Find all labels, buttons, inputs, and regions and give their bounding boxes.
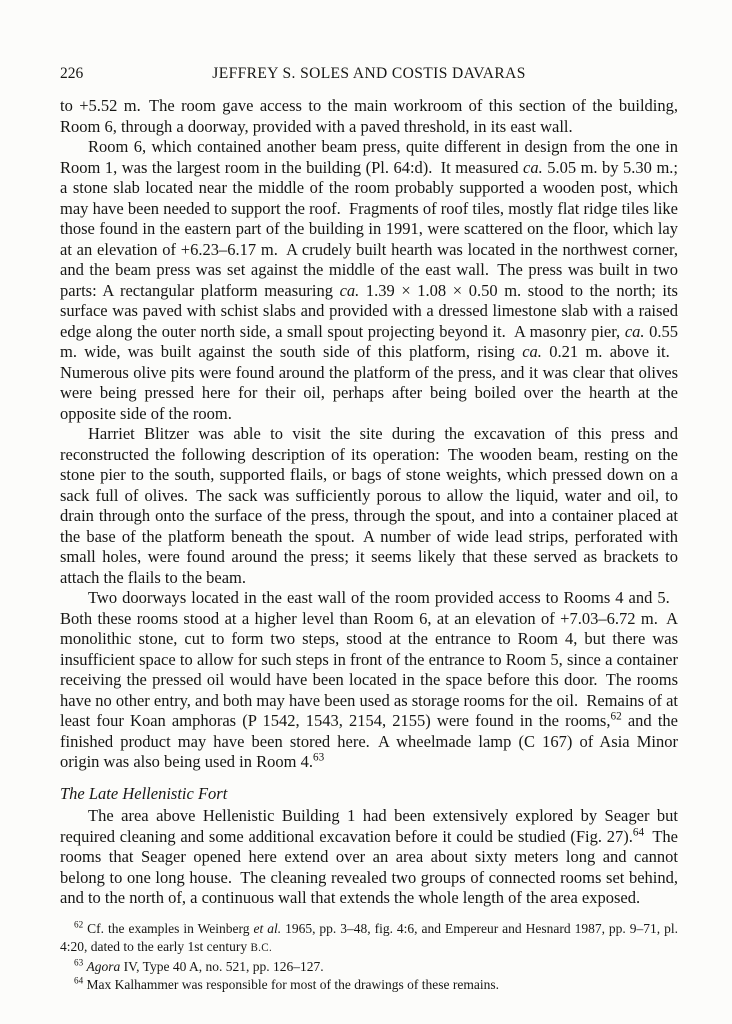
text-run: Cf. the examples in Weinberg <box>87 920 254 936</box>
paragraph <box>60 588 678 773</box>
text-run: Harriet Blitzer was able to visit the site during the excavation of this press and reconstructed the following description of its operation: The wooden beam, resting on the stone pier to the south, supported flails, or bags of stone weights, which pressed down on a sack full of olives. The sack was sufficiently porous to allow the liquid, water and oil, to drain through onto the surface of the press, through the spout, and into a container placed at the base of the platform beneath the spout. A number of wide lead strips, perforated with small holes, were found around the press; it seems likely that these served as brackets to attach the flails to the beam. <box>60 424 678 587</box>
text-run: B.C. <box>250 942 273 954</box>
italic-text: ca. <box>339 280 360 300</box>
section-heading <box>60 784 678 805</box>
footnote <box>60 920 678 958</box>
text-block <box>60 64 678 995</box>
text-run: The area above Hellenistic Building 1 had been extensively explored by Seager but required cleaning and some additional excavation before it could be studied (Fig. 27). <box>60 806 678 846</box>
text-run: 1965, pp. 3–48, fig. 4:6, and Empereur and Hesnard 1987, pp. 9–71, pl. 4:20, dated to the early 1st century <box>60 920 678 954</box>
text-run: IV, Type 40 A, no. 521, pp. 126–127. <box>120 958 324 974</box>
text-run: Two doorways located in the east wall of the room provided access to Rooms 4 and 5. Both these rooms stood at a higher level than Room 6, at an elevation of +7.03–6.72 m. A monolithic stone, cut to form two steps, stood at the entrance to Room 4, but there was insufficient space to allow for such steps in front of the entrance to Room 5, since a container receiving the pressed oil would have been located in the space before this door. The rooms have no other entry, and both may have been used as storage rooms for the oil. Remains of at least four Koan amphoras (P 1542, 1543, 2154, 2155) were found in the rooms, <box>60 588 678 730</box>
paragraph <box>60 806 678 909</box>
italic-text: The Late Hellenistic Fort <box>60 783 228 803</box>
italic-text: et al. <box>253 920 282 936</box>
footnote <box>60 958 678 977</box>
text-run: 5.05 m. by 5.30 m.; a stone slab located near the middle of the room probably supported a wooden post, which may have been needed to support the roof. Fragments of roof tiles, mostly flat ridge tiles like those found in the eastern part of the building in 1991, were scattered on the floor, which lay at an elevation of +6.23–6.17 m. A crudely built hearth was located in the northwest corner, and the beam press was set against the middle of the east wall. The press was built in two parts: A rectangular platform measuring <box>60 157 678 300</box>
text-run: 1.39 × 1.08 × 0.50 m. stood to the north; its surface was paved with schist slabs and provided with a dressed limestone slab with a raised edge along the outer north side, a small spout projecting beyond it. A masonry pier, <box>60 280 678 341</box>
text-run: Max Kalhammer was responsible for most of the drawings of these remains. <box>86 977 499 992</box>
footnote <box>60 976 678 995</box>
footnote-number: 62 <box>74 919 84 929</box>
italic-text: ca. <box>624 321 645 341</box>
text-run: and the finished product may have been stored here. A wheelmade lamp (C 167) of Asia Minor origin was also being used in Room 4. <box>60 711 678 771</box>
running-head: JEFFREY S. SOLES AND COSTIS DAVARAS <box>212 65 526 82</box>
italic-text: Agora <box>86 958 121 974</box>
text-run: 0.55 m. wide, was built against the south side of this platform, rising <box>60 321 679 361</box>
footnotes <box>60 920 678 995</box>
page-number: 226 <box>60 65 84 82</box>
paragraph <box>60 424 678 588</box>
text-run: 0.21 m. above it. Numerous olive pits were found around the platform of the press, and it was clear that olives were being pressed here for their oil, perhaps after being boiled over the hearth at the opposite side of the room. <box>60 342 678 423</box>
italic-text: ca. <box>523 157 543 177</box>
paragraph <box>60 137 678 424</box>
footnote-number: 64 <box>74 975 84 986</box>
paragraph <box>60 96 678 137</box>
text-run: The rooms that Seager opened here extend over an area about sixty meters long and cannot belong to one long house. The cleaning revealed two groups of connected rooms set behind, and to the north of, a continuous wall that extends the whole length of the area exposed. <box>60 826 678 907</box>
text-run: Room 6, which contained another beam press, quite different in design from the one in Room 1, was the largest room in the building (Pl. 64:d). It measured <box>60 137 678 177</box>
footnote-ref: 62 <box>610 710 622 723</box>
page-header <box>60 64 678 83</box>
footnote-number: 63 <box>74 957 84 967</box>
footnote-ref: 63 <box>312 751 325 764</box>
page-body <box>60 96 678 909</box>
text-run: to +5.52 m. The room gave access to the main workroom of this section of the building, Room 6, through a doorway, provided with a paved threshold, in its east wall. <box>60 96 678 136</box>
italic-text: ca. <box>522 342 542 361</box>
footnote-ref: 64 <box>632 826 645 838</box>
